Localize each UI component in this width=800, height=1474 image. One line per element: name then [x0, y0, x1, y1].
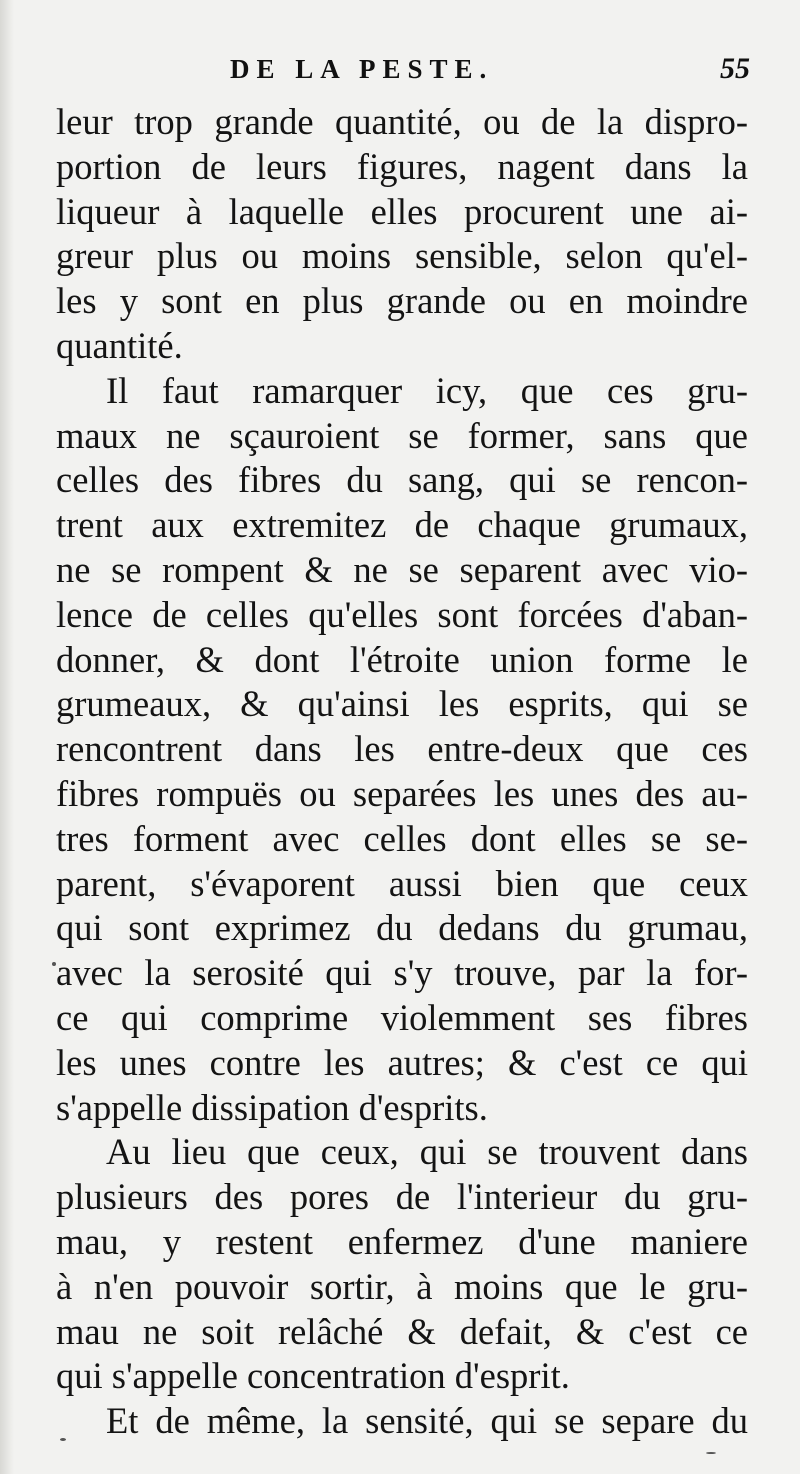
text-line: leur trop grande quantité, ou de la dispro- — [56, 101, 748, 142]
paragraph-2 — [56, 369, 748, 1131]
text-line: grumeaux, & qu'ainsi les esprits, qui se — [56, 683, 748, 725]
text-line: liqueur à laquelle elles procurent une ai- — [56, 190, 748, 232]
text-line: ce qui comprime violemment ses fibres — [56, 996, 748, 1038]
paper-speck — [52, 962, 56, 966]
text-line: qui s'appelle concentration d'esprit. — [56, 1355, 570, 1397]
paper-speck — [60, 1438, 66, 1441]
text-line: celles des fibres du sang, qui se rencon- — [56, 459, 748, 501]
text-line: plusieurs des pores de l'interieur du gru- — [56, 1176, 748, 1218]
text-line: Il faut ramarquer icy, que ces gru- — [106, 369, 748, 411]
text-line: tres forment avec celles dont elles se se- — [56, 817, 748, 859]
text-line: lence de celles qu'elles sont forcées d'aban- — [56, 593, 748, 635]
text-line: trent aux extremitez de chaque grumaux, — [56, 504, 748, 546]
text-line: portion de leurs figures, nagent dans la — [56, 145, 748, 187]
text-line: avec la serosité qui s'y trouve, par la for- — [56, 952, 748, 994]
text-line: les y sont en plus grande ou en moindre — [56, 280, 748, 322]
text-line: parent, s'évaporent aussi bien que ceux — [56, 862, 748, 904]
text-line: qui sont exprimez du dedans du grumau, — [56, 907, 748, 949]
paragraph-1 — [56, 100, 748, 369]
text-line: greur plus ou moins sensible, selon qu'el- — [56, 235, 748, 277]
text-line: donner, & dont l'étroite union forme le — [56, 638, 748, 680]
text-line: mau ne soit relâché & defait, & c'est ce — [56, 1310, 748, 1352]
paper-speck — [706, 1452, 716, 1454]
text-line: rencontrent dans les entre-deux que ces — [56, 728, 748, 770]
text-line: Au lieu que ceux, qui se trouvent dans — [106, 1131, 748, 1173]
page-edge-shadow — [0, 0, 14, 1474]
text-line: s'appelle dissipation d'esprits. — [56, 1086, 488, 1128]
body-text — [56, 100, 748, 1444]
text-line: maux ne sçauroient se former, sans que — [56, 414, 748, 456]
page-number: 55 — [720, 52, 750, 85]
text-line: mau, y restent enfermez d'une maniere — [56, 1220, 748, 1262]
text-line: les unes contre les autres; & c'est ce qui — [56, 1041, 748, 1083]
text-line: ne se rompent & ne se separent avec vio- — [56, 548, 748, 590]
page-header — [60, 52, 750, 96]
paragraph-4 — [56, 1399, 748, 1444]
text-line: à n'en pouvoir sortir, à moins que le gru- — [56, 1265, 748, 1307]
text-line: fibres rompuës ou separées les unes des au- — [56, 772, 748, 814]
paragraph-3 — [56, 1130, 748, 1399]
text-line: quantité. — [56, 324, 183, 366]
running-head: DE LA PESTE. — [230, 54, 494, 84]
text-line: Et de même, la sensité, qui se separe du — [106, 1400, 748, 1442]
